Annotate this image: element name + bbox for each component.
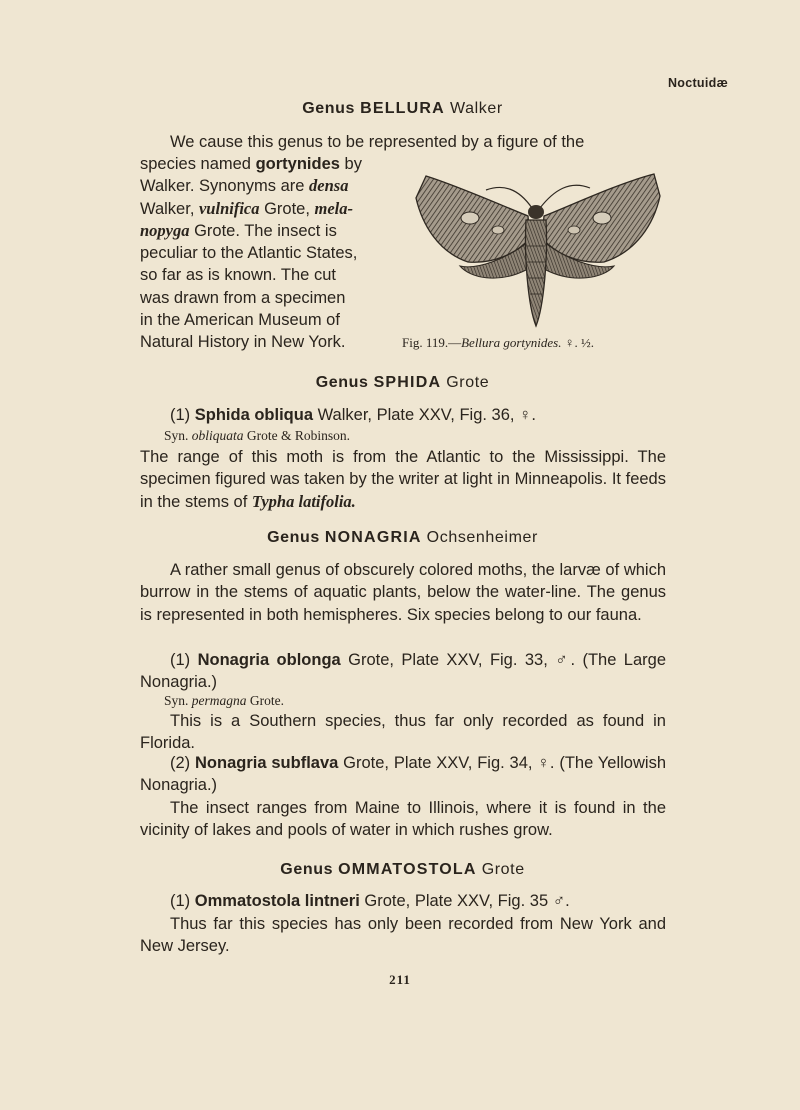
text-line: in the American Museum of (140, 311, 340, 330)
genus-heading-nonagria: Genus NONAGRIA Ochsenheimer (267, 529, 538, 546)
nonagria-intro: A rather small genus of obscurely colored moths, the larvæ of which burrow in the stems of aquatic plants, below the water-line. The genus is represented in both hemispheres. Six species belong to our fauna. (140, 561, 666, 624)
text-line: peculiar to the Atlantic States, (140, 244, 358, 263)
text-line: was drawn from a specimen (140, 288, 346, 307)
nonagria-entry-2: (2) Nonagria subflava Grote, Plate XXV, Fig. 34, ♀. (The Yellowish Nonagria.) (140, 754, 666, 795)
sphida-synonym: Syn. obliquata Grote & Robinson. (164, 428, 351, 443)
page-number: 211 (389, 972, 411, 987)
running-head: Noctuidæ (667, 76, 728, 90)
nonagria-entry-1: (1) Nonagria oblonga Grote, Plate XXV, Fig. 33, ♂. (The Large Nonagria.) (140, 651, 667, 692)
genus-heading-ommatostola: Genus OMMATOSTOLA Grote (280, 861, 525, 878)
genus-heading-sphida: Genus SPHIDA Grote (315, 374, 490, 391)
genus-word: Genus (302, 100, 356, 117)
genus-author: Walker (449, 100, 503, 117)
bellura-first-line: We cause this genus to be represented by a figure of the (170, 133, 585, 151)
text-line: Walker, vulnifica Grote, mela- (140, 198, 354, 218)
nonagria-entry-1-text: This is a Southern species, thus far only recorded as found in Florida. (140, 712, 666, 753)
text-line: nopyga Grote. The insect is (140, 220, 337, 240)
moth-illustration (408, 166, 664, 336)
figure-caption: Fig. 119.—Bellura gortynides. ♀. ½. (402, 335, 594, 350)
genus-name: BELLURA (360, 100, 445, 117)
text-line: Walker. Synonyms are densa (140, 176, 349, 196)
text-line: so far as is known. The cut (140, 266, 336, 285)
bellura-wrapped-text (140, 153, 402, 354)
ommatostola-text: Thus far this species has only been recorded from New York and New Jersey. (140, 915, 666, 956)
text-line: Natural History in New York. (140, 333, 346, 352)
genus-heading-bellura (140, 100, 665, 118)
nonagria-entry-2-text: The insect ranges from Maine to Illinois, where it is found in the vicinity of lakes and pools of water in which rushes grow. (140, 799, 666, 840)
text-line: species named gortynides by (140, 155, 362, 173)
sphida-text: The range of this moth is from the Atlantic to the Mississippi. The specimen figured was taken by the writer at light in Minneapolis. It feeds in the stems of Typha latifolia. (140, 448, 666, 511)
nonagria-synonym: Syn. permagna Grote. (164, 693, 285, 708)
sphida-entry: (1) Sphida obliqua Walker, Plate XXV, Fig. 36, ♀. (170, 406, 537, 424)
ommatostola-entry: (1) Ommatostola lintneri Grote, Plate XXV, Fig. 35 ♂. (170, 892, 570, 910)
